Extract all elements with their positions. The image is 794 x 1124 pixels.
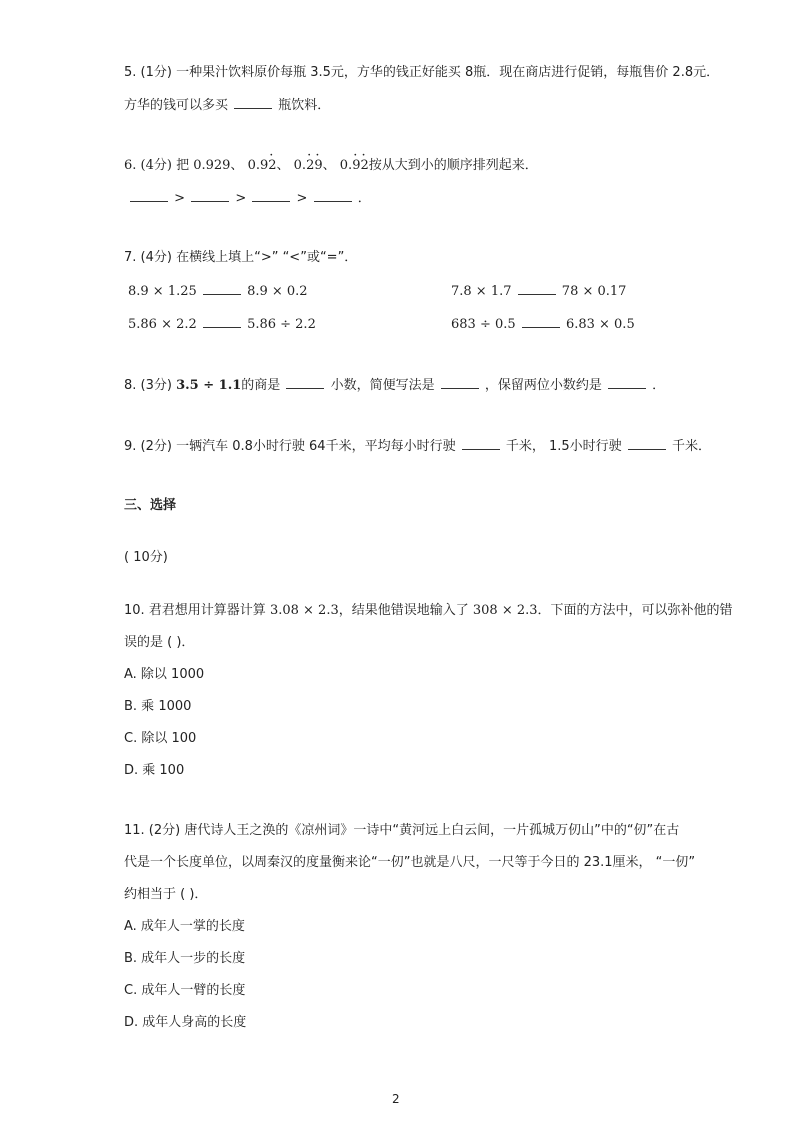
q11-line3: 约相当于 ( )． bbox=[124, 887, 208, 902]
q7-row2-right bbox=[451, 316, 635, 334]
q7-expr: 5.86 ÷ 2.2 bbox=[247, 317, 316, 332]
q6-end: ． bbox=[357, 191, 371, 206]
page-number: 2 bbox=[392, 1092, 400, 1106]
q7-blank-1[interactable] bbox=[203, 283, 241, 295]
q6-repeating-digit: · 9 bbox=[314, 157, 322, 175]
q5-blank[interactable] bbox=[234, 97, 272, 109]
q7-expr: 7.8 × 1.7 bbox=[451, 284, 512, 299]
q9-text: 千米， 1.5小时行驶 bbox=[505, 439, 622, 454]
q9-text: 千米． bbox=[671, 439, 711, 454]
q8-text: ，保留两位小数约是 bbox=[484, 378, 602, 393]
q8-label: 8. (3分) bbox=[124, 378, 172, 393]
q7-row1-right bbox=[451, 283, 626, 301]
q7-blank-2[interactable] bbox=[518, 283, 556, 295]
q6-prefix: 6. (4分) 把 0.929、 0.9 bbox=[124, 158, 269, 173]
q6-blank-3[interactable] bbox=[252, 190, 290, 202]
q7-title: 7. (4分) 在横线上填上“>” “<”或“=”． bbox=[124, 250, 358, 265]
q11-line1: 11. (2分) 唐代诗人王之涣的《凉州词》一诗中“黄河远上白云间，一片孤城万仞山”中的“仞”在古 bbox=[124, 823, 680, 838]
q7-row2-left bbox=[128, 316, 316, 334]
q8-blank-2[interactable] bbox=[441, 377, 479, 389]
q11-option-a[interactable]: A. 成年人一掌的长度 bbox=[124, 919, 245, 934]
q7-expr: 6.83 × 0.5 bbox=[565, 317, 635, 332]
q11-option-c[interactable]: C. 成年人一臂的长度 bbox=[124, 983, 246, 998]
q10-option-d[interactable]: D. 乘 100 bbox=[124, 763, 185, 778]
q9-blank-1[interactable] bbox=[462, 438, 500, 450]
q8-blank-3[interactable] bbox=[608, 377, 646, 389]
q7-blank-4[interactable] bbox=[522, 316, 560, 328]
section-heading: 三、选择 bbox=[124, 498, 177, 513]
q8-text: 的商是 bbox=[241, 378, 281, 393]
q10-option-a[interactable]: A. 除以 1000 bbox=[124, 667, 205, 682]
q8-line bbox=[124, 377, 665, 395]
q7-expr: 8.9 × 0.2 bbox=[247, 284, 308, 299]
q5-line2 bbox=[124, 97, 330, 115]
q8-expr: 3.5 ÷ 1.1 bbox=[176, 378, 242, 393]
q7-row1-left bbox=[128, 283, 308, 301]
q5-text-a: 方华的钱可以多买 bbox=[124, 98, 229, 113]
q6-sep1: 、 0. bbox=[276, 158, 307, 173]
q9-text: 9. (2分) 一辆汽车 0.8小时行驶 64千米，平均每小时行驶 bbox=[124, 439, 456, 454]
q5-line1: 5. (1分) 一种果汁饮料原价每瓶 3.5元，方华的钱正好能买 8瓶．现在商店进行促销，每瓶售价 2.8元． bbox=[124, 65, 720, 80]
q10-option-c[interactable]: C. 除以 100 bbox=[124, 731, 197, 746]
q6-line1 bbox=[124, 157, 538, 175]
q10-line1 bbox=[124, 602, 733, 620]
q6-gt-1: > bbox=[174, 191, 186, 206]
q7-expr: 8.9 × 1.25 bbox=[128, 284, 197, 299]
q10-option-b[interactable]: B. 乘 1000 bbox=[124, 699, 192, 714]
q8-blank-1[interactable] bbox=[286, 377, 324, 389]
q6-blank-1[interactable] bbox=[130, 190, 168, 202]
q9-blank-2[interactable] bbox=[628, 438, 666, 450]
q8-text: 小数，简便写法是 bbox=[330, 378, 435, 393]
q10-expr: 308 × 2.3 bbox=[472, 603, 538, 618]
q6-line2 bbox=[128, 190, 371, 208]
q8-text: ． bbox=[652, 378, 666, 393]
q10-text: ，结果他错误地输入了 bbox=[338, 603, 469, 618]
q11-line2: 代是一个长度单位，以周秦汉的度量衡来论“一仞”也就是八尺，一尺等于今日的 23.1厘米， “一仞” bbox=[124, 855, 696, 870]
q10-text: ．下面的方法中，可以弥补他的错 bbox=[537, 603, 733, 618]
q6-suffix: 按从大到小的顺序排列起来． bbox=[368, 158, 538, 173]
q10-line2: 误的是 ( )． bbox=[124, 635, 195, 650]
q9-line bbox=[124, 438, 711, 456]
q6-repeating-digit: · 2 bbox=[268, 157, 276, 175]
q6-blank-4[interactable] bbox=[314, 190, 352, 202]
q11-option-b[interactable]: B. 成年人一步的长度 bbox=[124, 951, 246, 966]
section-score: ( 10分) bbox=[124, 550, 168, 565]
q5-text-b: 瓶饮料． bbox=[278, 98, 331, 113]
q6-repeating-digit: · 2 bbox=[360, 157, 368, 175]
q7-expr: 5.86 × 2.2 bbox=[128, 317, 197, 332]
q11-option-d[interactable]: D. 成年人身高的长度 bbox=[124, 1015, 247, 1030]
q6-gt-3: > bbox=[296, 191, 308, 206]
q6-repeating-digit: · 9 bbox=[352, 157, 360, 175]
q7-expr: 78 × 0.17 bbox=[561, 284, 627, 299]
q6-sep2: 、 0. bbox=[322, 158, 353, 173]
q10-expr: 3.08 × 2.3 bbox=[269, 603, 339, 618]
q6-repeating-digit: · 2 bbox=[306, 157, 314, 175]
q7-expr: 683 ÷ 0.5 bbox=[451, 317, 516, 332]
q10-text: 10. 君君想用计算器计算 bbox=[124, 603, 266, 618]
q6-gt-2: > bbox=[235, 191, 247, 206]
q7-blank-3[interactable] bbox=[203, 316, 241, 328]
q6-blank-2[interactable] bbox=[191, 190, 229, 202]
